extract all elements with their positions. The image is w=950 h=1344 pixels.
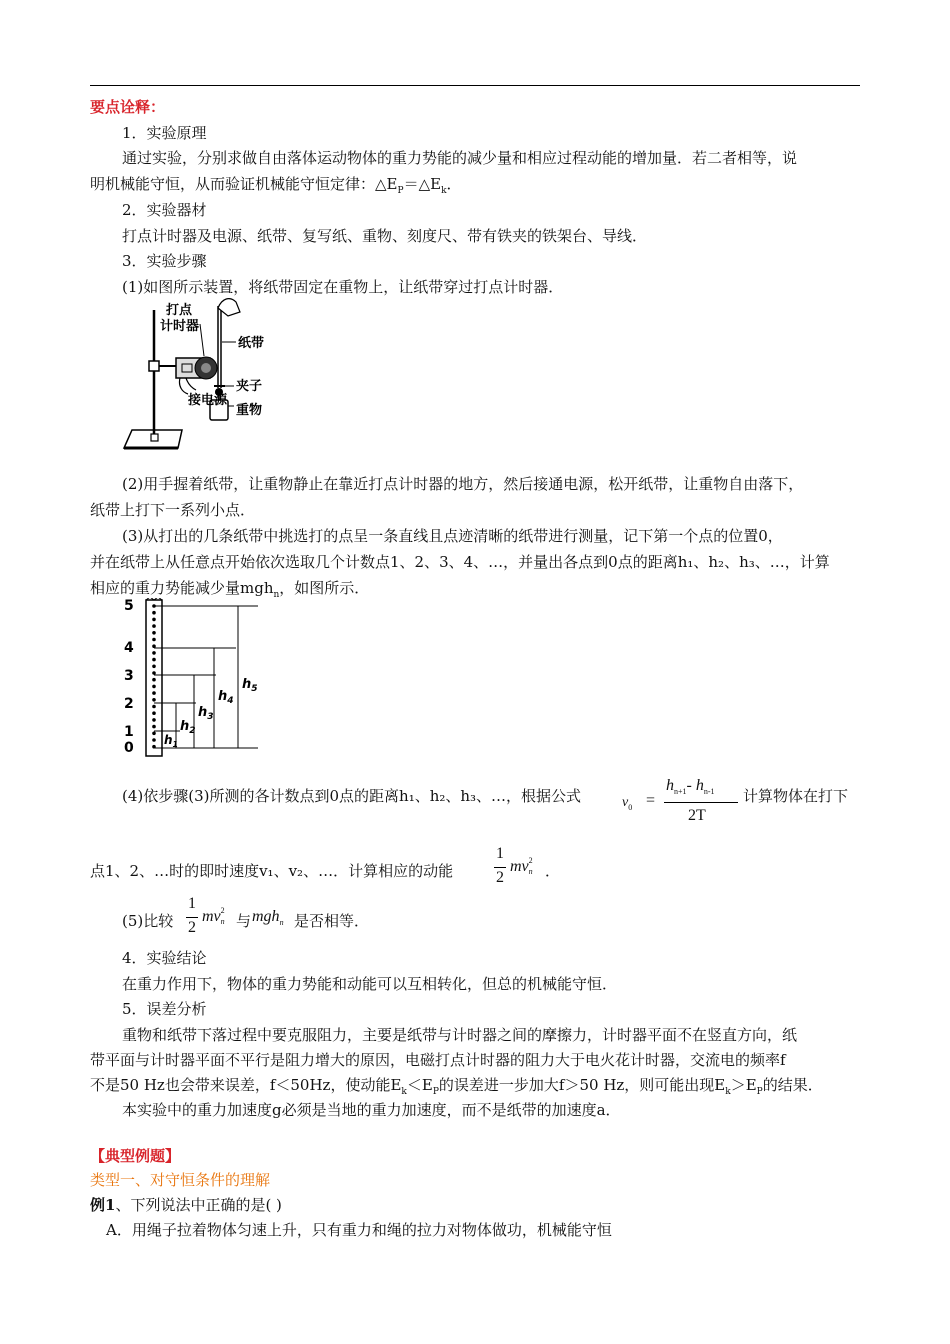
s4-title: 4．实验结论 bbox=[122, 949, 207, 967]
point-label-2: 2 bbox=[124, 696, 134, 712]
step4-line1b: 计算物体在打下 bbox=[743, 787, 849, 805]
label-clip: 夹子 bbox=[236, 379, 263, 394]
velocity-formula bbox=[622, 777, 742, 837]
tape-figure bbox=[118, 598, 268, 760]
s1-paragraph-line2: 明机械能守恒，从而验证机械能守恒定律：$\triangle E_P=\triangle E_k$． bbox=[90, 175, 462, 196]
half-numerator-2: 1 bbox=[188, 895, 196, 912]
tape-dot bbox=[152, 658, 156, 662]
step2-line1: (2)用手握着纸带，让重物静止在靠近打点计时器的地方，然后接通电源，松开纸带，让重物自由落下， bbox=[122, 475, 804, 493]
tape-dot bbox=[152, 618, 156, 622]
section-heading: 要点诠释： bbox=[90, 98, 166, 116]
step1: (1)如图所示装置，将纸带固定在重物上，让纸带穿过打点计时器． bbox=[122, 278, 564, 296]
examples-heading: 【典型例题】 bbox=[90, 1147, 181, 1165]
s3-title: 3．实验步骤 bbox=[122, 252, 207, 270]
step5-mid: 与 bbox=[236, 912, 252, 930]
header-rule bbox=[90, 85, 860, 86]
step3-line1: (3)从打出的几条纸带中挑选打的点呈一条直线且点迹清晰的纸带进行测量，记下第一个点的位置0， bbox=[122, 527, 783, 545]
tape-dot bbox=[152, 705, 156, 709]
tape-dot bbox=[152, 685, 156, 689]
h5-label: $h_5$ bbox=[242, 677, 258, 694]
tape-dot bbox=[152, 678, 156, 682]
type1-heading: 类型一、对守恒条件的理解 bbox=[90, 1171, 271, 1189]
step5-end: 是否相等． bbox=[294, 912, 370, 930]
tape-dot bbox=[152, 738, 156, 742]
mv-squared-2: $mv^2n$ bbox=[202, 906, 225, 926]
tape-dot bbox=[152, 725, 156, 729]
apparatus-figure bbox=[118, 298, 298, 460]
s4-paragraph: 在重力作用下，物体的重力势能和动能可以互相转化，但总的机械能守恒． bbox=[122, 975, 618, 993]
tape-dot bbox=[152, 651, 156, 655]
tape-dot bbox=[152, 732, 156, 736]
tape-dot bbox=[152, 665, 156, 669]
point-label-3: 3 bbox=[124, 668, 134, 684]
step3-line3: 相应的重力势能减少量mgh$_n$，如图所示． bbox=[90, 579, 370, 600]
formula-equals: = bbox=[646, 792, 656, 809]
s5-title: 5．误差分析 bbox=[122, 1000, 207, 1018]
potential-term: mgh$_n$ bbox=[252, 908, 284, 928]
half-denominator-2: 2 bbox=[188, 919, 196, 936]
tape-dot bbox=[152, 644, 156, 648]
s5-line1: 重物和纸带下落过程中要克服阻力，主要是纸带与计时器之间的摩擦力，计时器平面不在竖直方向，纸 bbox=[122, 1026, 798, 1044]
h2-label: $h_2$ bbox=[180, 719, 196, 736]
tape-dot bbox=[152, 711, 156, 715]
point-label-4: 4 bbox=[124, 640, 134, 656]
s2-title: 2．实验器材 bbox=[122, 201, 207, 219]
label-timer-2: 计时器 bbox=[160, 319, 200, 334]
s5-line4: 本实验中的重力加速度g必须是当地的重力加速度，而不是纸带的加速度a． bbox=[122, 1101, 621, 1119]
point-label-0: 0 bbox=[124, 740, 134, 756]
step5-prefix: (5)比较 bbox=[122, 912, 174, 930]
s5-line2: 带平面与计时器平面不平行是阻力增大的原因，电磁打点计时器的阻力大于电火花计时器，交流电的频率f bbox=[90, 1051, 786, 1069]
step2-line2: 纸带上打下一系列小点． bbox=[90, 501, 256, 519]
tape-dot bbox=[152, 691, 156, 695]
tape-dot bbox=[152, 611, 156, 615]
step4-line1: (4)依步骤(3)所测的各计数点到0点的距离h₁、h₂、h₃、…，根据公式 bbox=[122, 787, 582, 805]
formula-numerator: $h_{n+1}-$ $h_{n-1}$ bbox=[666, 777, 715, 797]
label-power: 接电源 bbox=[188, 393, 228, 408]
label-timer-1: 打点 bbox=[166, 303, 193, 318]
h3-label: $h_3$ bbox=[198, 705, 214, 722]
s1-paragraph-line1: 通过实验，分别求做自由落体运动物体的重力势能的减少量和相应过程动能的增加量．若二者相等，说 bbox=[122, 149, 798, 167]
formula-denominator: 2T bbox=[688, 807, 706, 824]
example1-option-a: A．用绳子拉着物体匀速上升，只有重力和绳的拉力对物体做功，机械能守恒 bbox=[106, 1221, 612, 1239]
step4-period: ． bbox=[545, 862, 561, 880]
half-numerator: 1 bbox=[496, 845, 504, 862]
tape-dot bbox=[152, 624, 156, 628]
s1-title: 1．实验原理 bbox=[122, 124, 207, 142]
tape-dot bbox=[152, 718, 156, 722]
tape-dot bbox=[152, 638, 156, 642]
s5-line3: 不是50 Hz也会带来误差，f＜50Hz，使动能$E_k<E_P$的误差进一步加大f＞50 Hz，则可能出现$E_k>E_P$的结果． bbox=[90, 1076, 823, 1097]
half-denominator: 2 bbox=[496, 869, 504, 886]
h4-label: $h_4$ bbox=[218, 689, 234, 706]
label-weight: 重物 bbox=[236, 403, 263, 418]
example1-question: 例1、下列说法中正确的是( ) bbox=[90, 1196, 282, 1214]
point-label-5: 5 bbox=[124, 598, 134, 614]
point-label-1: 1 bbox=[124, 724, 134, 740]
tape-dot bbox=[152, 631, 156, 635]
label-tape: 纸带 bbox=[238, 336, 265, 351]
mv-squared: $mv^2n$ bbox=[510, 856, 533, 876]
tape-dot bbox=[152, 698, 156, 702]
step4-line2: 点1、2、…时的即时速度v₁、v₂、…．计算相应的动能 bbox=[90, 862, 454, 880]
s2-paragraph: 打点计时器及电源、纸带、复写纸、重物、刻度尺、带有铁夹的铁架台、导线． bbox=[122, 227, 648, 245]
step3-line2: 并在纸带上从任意点开始依次选取几个计数点1、2、3、4、…，并量出各点到0点的距离h₁、h₂、h₃、…，计算 bbox=[90, 553, 830, 571]
h1-label: $h_1$ bbox=[164, 733, 179, 749]
formula-v: $v_0$ bbox=[622, 795, 633, 812]
tape-dot bbox=[152, 671, 156, 675]
